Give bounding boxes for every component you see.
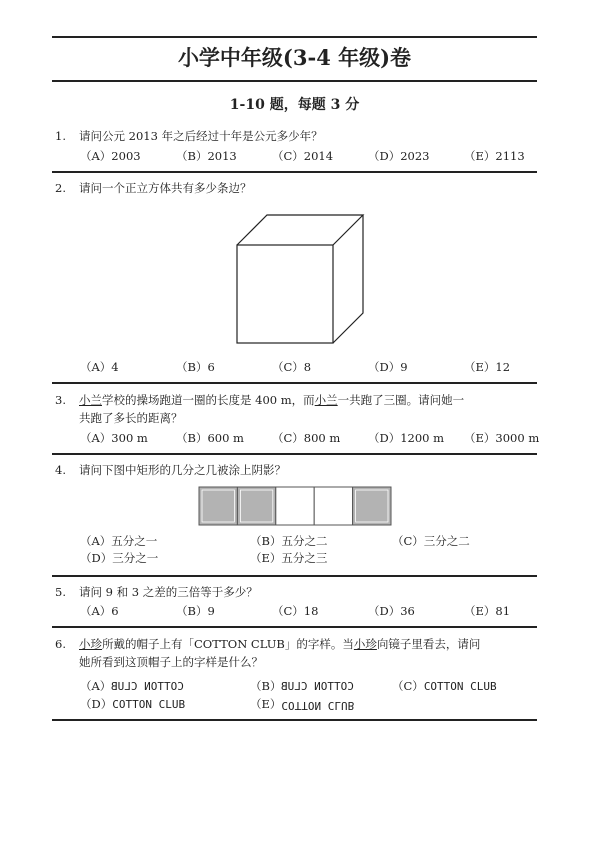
q1-option-c: （C）2014 xyxy=(272,149,334,163)
q6-number: 6. xyxy=(55,637,66,651)
divider-1 xyxy=(52,171,537,173)
section-header: 1-10 题，每题 3 分 xyxy=(229,97,360,113)
q1-option-e: （E）2113 xyxy=(464,149,525,163)
q5-option-a: （A）6 xyxy=(80,604,119,618)
q2-option-d: （D）9 xyxy=(368,360,408,374)
q1-option-b: （B）2013 xyxy=(176,149,237,163)
q6-option-e-text: COTTON CLUB xyxy=(281,699,355,712)
q4-option-b: （B）五分之二 xyxy=(250,534,328,548)
q1-option-a: （A）2003 xyxy=(80,149,141,163)
q6-option-a-label: （A） xyxy=(80,679,112,693)
cube-figure xyxy=(236,214,372,346)
q3-option-d: （D）1200 m xyxy=(368,431,445,445)
title-rule xyxy=(52,80,537,82)
q5-text: 请问 9 和 3 之差的三倍等于多少？ xyxy=(79,585,258,599)
q6-line-1 xyxy=(79,637,480,651)
q6-option-a xyxy=(80,679,184,694)
q3-name-1: 小兰 xyxy=(79,393,102,407)
rectangle-figure xyxy=(198,486,392,526)
q6-option-c-label: （C） xyxy=(392,679,424,693)
q6-line-2: 她所看到这顶帽子上的字样是什么？ xyxy=(79,655,263,669)
rectangle-cell-1 xyxy=(199,487,237,525)
q2-text: 请问一个正立方体共有多少条边？ xyxy=(79,181,252,195)
q1-number: 1. xyxy=(55,129,66,143)
q4-number: 4. xyxy=(55,463,66,477)
q3-option-c: （C）800 m xyxy=(272,431,341,445)
q6-option-c-text: COTTON CLUB xyxy=(423,680,497,693)
q4-text: 请问下图中矩形的几分之几被涂上阴影？ xyxy=(79,463,286,477)
q3-line-1 xyxy=(79,393,464,407)
q5-number: 5. xyxy=(55,585,66,599)
q1-text: 请问公元 2013 年之后经过十年是公元多少年？ xyxy=(79,129,323,143)
q6-text-b: 向镜子里看去，请问 xyxy=(376,637,481,651)
q3-option-a: （A）300 m xyxy=(80,431,148,445)
q5-option-d: （D）36 xyxy=(368,604,415,618)
rectangle-cell-3 xyxy=(276,487,314,525)
q6-option-d xyxy=(80,697,185,712)
page-title: 小学中年级(3-4 年级)卷 xyxy=(177,45,412,70)
q6-name-2: 小珍 xyxy=(353,637,377,651)
q2-option-b: （B）6 xyxy=(176,360,215,374)
divider-2 xyxy=(52,382,537,384)
q3-text-a: 学校的操场跑道一圈的长度是 400 m，而 xyxy=(102,393,315,407)
q6-name-1: 小珍 xyxy=(79,637,102,651)
q3-option-e: （E）3000 m xyxy=(464,431,540,445)
q3-option-b: （B）600 m xyxy=(176,431,244,445)
cube-top-face xyxy=(237,215,363,245)
q2-option-e: （E）12 xyxy=(464,360,511,374)
divider-6 xyxy=(52,719,537,721)
q6-option-e-label: （E） xyxy=(250,697,282,711)
divider-4 xyxy=(52,575,537,577)
q5-option-c: （C）18 xyxy=(272,604,319,618)
q4-option-a: （A）五分之一 xyxy=(80,534,158,548)
q6-option-b xyxy=(250,679,354,694)
q6-text-a: 所戴的帽子上有「COTTON CLUB」的字样。当 xyxy=(102,637,354,651)
divider-5 xyxy=(52,626,537,628)
q6-option-d-label: （D） xyxy=(80,697,113,711)
q2-number: 2. xyxy=(55,181,66,195)
q5-option-e: （E）81 xyxy=(464,604,511,618)
q5-option-b: （B）9 xyxy=(176,604,215,618)
q6-option-a-text: COTTON CLUB xyxy=(111,680,185,693)
rectangle-cell-5 xyxy=(353,487,391,525)
q4-option-d: （D）三分之一 xyxy=(80,551,159,565)
q6-option-c xyxy=(392,679,497,694)
q6-option-e xyxy=(250,697,354,712)
cube-front-face xyxy=(237,245,333,343)
q4-option-c: （C）三分之二 xyxy=(392,534,470,548)
divider-3 xyxy=(52,453,537,455)
q3-name-2: 小兰 xyxy=(314,393,338,407)
q2-option-c: （C）8 xyxy=(272,360,312,374)
rectangle-cell-4 xyxy=(314,487,352,525)
q6-option-d-text: COTTON CLUB xyxy=(112,698,186,711)
q1-option-d: （D）2023 xyxy=(368,149,430,163)
cube-side-face xyxy=(333,215,363,343)
q2-option-a: （A）4 xyxy=(80,360,119,374)
q3-line-2: 共跑了多长的距离？ xyxy=(79,411,183,425)
q3-number: 3. xyxy=(55,393,66,407)
q6-option-b-text: COTTON CLUB xyxy=(281,680,355,693)
q4-option-e: （E）五分之三 xyxy=(250,551,328,565)
q3-text-b: 一共跑了三圈。请问她一 xyxy=(337,393,465,407)
rectangle-cell-2 xyxy=(237,487,275,525)
top-rule xyxy=(52,36,537,38)
q6-option-b-label: （B） xyxy=(250,679,282,693)
